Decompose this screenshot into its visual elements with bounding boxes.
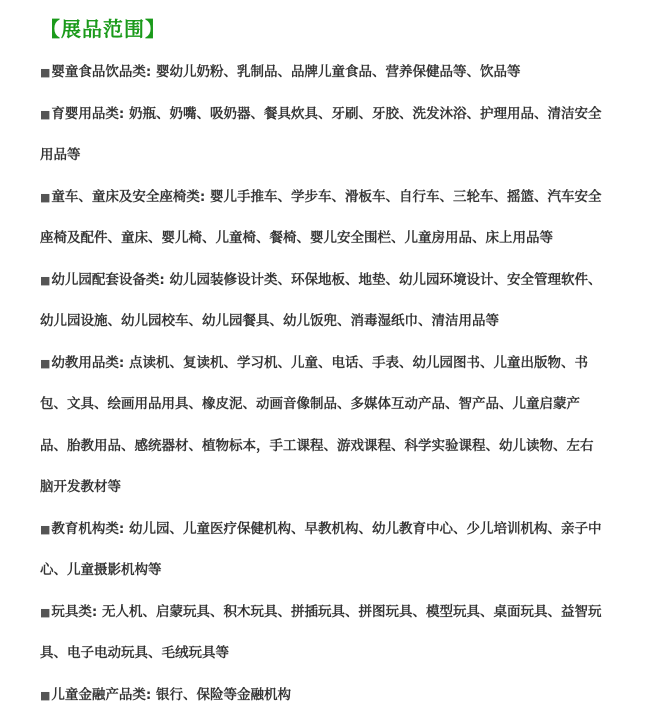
square-bullet-icon: ■: [40, 689, 50, 702]
square-bullet-icon: ■: [40, 606, 50, 619]
square-bullet-icon: ■: [40, 66, 50, 79]
square-bullet-icon: ■: [40, 191, 50, 204]
list-item-infant-food: [40, 52, 606, 94]
item-category: 儿童金融产品类:: [51, 687, 151, 703]
item-content: 婴幼儿奶粉、乳制品、品牌儿童食品、营养保健品等、饮品等: [156, 64, 521, 80]
item-category: 童车、童床及安全座椅类:: [51, 189, 205, 205]
item-content: 点读机、复读机、学习机、儿童、电话、手表、幼儿园图书、儿童出版物、书包、文具、绘画用品用具、橡皮泥、动画音像制品、多媒体互动产品、智产品、儿童启蒙产品、胎教用品、感统器材、植物标本，手工课程、游戏课程、科学实验课程、幼儿读物、左右脑开发教材等: [40, 355, 594, 496]
item-content: 银行、保险等金融机构: [156, 687, 291, 703]
list-item-education-institutions: [40, 509, 606, 592]
list-item-kindergarten-equipment: [40, 260, 606, 343]
list-item-toys: [40, 592, 606, 675]
item-category: 婴童食品饮品类:: [51, 64, 151, 80]
list-item-strollers-seats: [40, 177, 606, 260]
list-item-finance: [40, 675, 606, 716]
list-item-baby-care: [40, 94, 606, 177]
item-content: 幼儿园、儿童医疗保健机构、早教机构、幼儿教育中心、少儿培训机构、亲子中心、儿童摄影机构等: [40, 521, 602, 579]
square-bullet-icon: ■: [40, 274, 50, 287]
square-bullet-icon: ■: [40, 357, 50, 370]
item-content: 奶瓶、奶嘴、吸奶器、餐具炊具、牙刷、牙胶、洗发沐浴、护理用品、清洁安全用品等: [40, 106, 602, 164]
square-bullet-icon: ■: [40, 108, 50, 121]
item-category: 教育机构类:: [51, 521, 124, 537]
item-category: 幼儿园配套设备类:: [51, 272, 164, 288]
section-heading: 【展品范围】: [40, 14, 668, 44]
square-bullet-icon: ■: [40, 523, 50, 536]
item-category: 育婴用品类:: [51, 106, 124, 122]
item-category: 玩具类:: [51, 604, 97, 620]
list-item-early-education: [40, 343, 606, 509]
item-content: 婴儿手推车、学步车、滑板车、自行车、三轮车、摇篮、汽车安全座椅及配件、童床、婴儿椅、儿童椅、餐椅、婴儿安全围栏、儿童房用品、床上用品等: [40, 189, 602, 247]
item-content: 幼儿园装修设计类、环保地板、地垫、幼儿园环境设计、安全管理软件、幼儿园设施、幼儿园校车、幼儿园餐具、幼儿饭兜、消毒湿纸巾、清洁用品等: [40, 272, 602, 330]
item-category: 幼教用品类:: [51, 355, 124, 371]
item-content: 无人机、启蒙玩具、积木玩具、拼插玩具、拼图玩具、模型玩具、桌面玩具、益智玩具、电子电动玩具、毛绒玩具等: [40, 604, 602, 662]
